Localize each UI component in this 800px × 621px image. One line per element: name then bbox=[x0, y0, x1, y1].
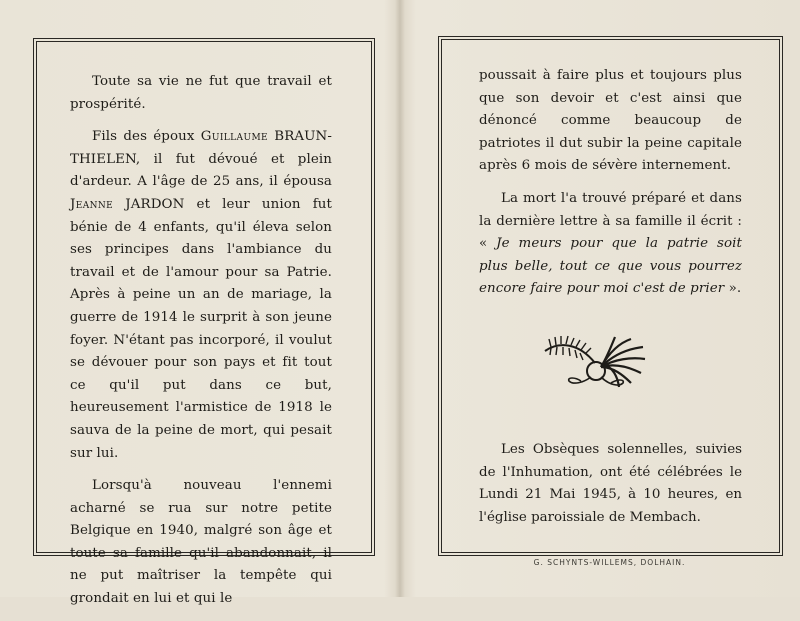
funeral-text: Les Obsèques solennelles, suivies de l'Inhumation, ont été célébrées le Lundi 21 Mai 1945, à 10 heures, en l'église paroissiale de Membach. bbox=[479, 442, 742, 525]
wife-first-name: Jeanne bbox=[70, 196, 114, 212]
parents-intro: Fils des époux bbox=[92, 129, 201, 145]
father-first-name: Guillaume bbox=[200, 129, 269, 145]
wife-last-name: JARDON bbox=[113, 196, 185, 212]
printer-imprint: G. SCHYNTS-WILLEMS, DOLHAIN. bbox=[533, 558, 686, 567]
left-page-text bbox=[70, 71, 332, 621]
paragraph-1940: Lorsqu'à nouveau l'ennemi acharné se rua sur notre petite Belgique en 1940, malgré son âge et toute sa famille qu'il abandonnait, il ne put maîtriser la tempête qui grondait en lui et qui le bbox=[70, 478, 332, 607]
right-page-frame bbox=[438, 36, 783, 556]
right-page-text bbox=[479, 65, 742, 311]
funeral-notice bbox=[479, 439, 742, 529]
last-words-quote: Je meurs pour que la patrie soit plus belle, tout ce que vous pourrez encore faire pour moi c'est de prier bbox=[479, 236, 742, 297]
last-letter-intro: La mort l'a trouvé préparé et dans la dernière lettre à sa famille il écrit : « bbox=[479, 190, 742, 252]
war-text: et leur union fut bénie de 4 enfants, qu'il éleva selon ses principes dans l'ambiance du travail et de l'amour pour sa Patrie. Après à peine un an de mariage, la guerre de 1914 le surprit à son jeune foyer. N'étant pas incorporé, il voulut se dévouer pour son pays et fit tout ce qu'il put dans ce but, heureusement l'armistice de 1918 le sauva de la peine de mort, qui pesait sur lui. bbox=[70, 196, 332, 461]
quote-close: ». bbox=[724, 281, 742, 297]
paragraph-continuation: poussait à faire plus et toujours plus que son devoir et c'est ainsi que dénoncé comme beaucoup de patriotes il dut subir la peine capitale après 6 mois de sévère internement. bbox=[479, 68, 742, 174]
father-last-name: BRAUN-THIELEN bbox=[70, 129, 332, 167]
paragraph-last-letter bbox=[479, 188, 742, 301]
marriage-text: , il fut dévoué et plein d'ardeur. A l'âge de 25 ans, il épousa bbox=[70, 151, 332, 190]
center-fold bbox=[395, 0, 405, 597]
palm-and-wreath-ornament-icon bbox=[539, 333, 649, 393]
paragraph-family bbox=[70, 126, 332, 465]
paragraph-life: Toute sa vie ne fut que travail et prospérité. bbox=[70, 74, 332, 112]
left-page-frame bbox=[33, 38, 375, 607]
